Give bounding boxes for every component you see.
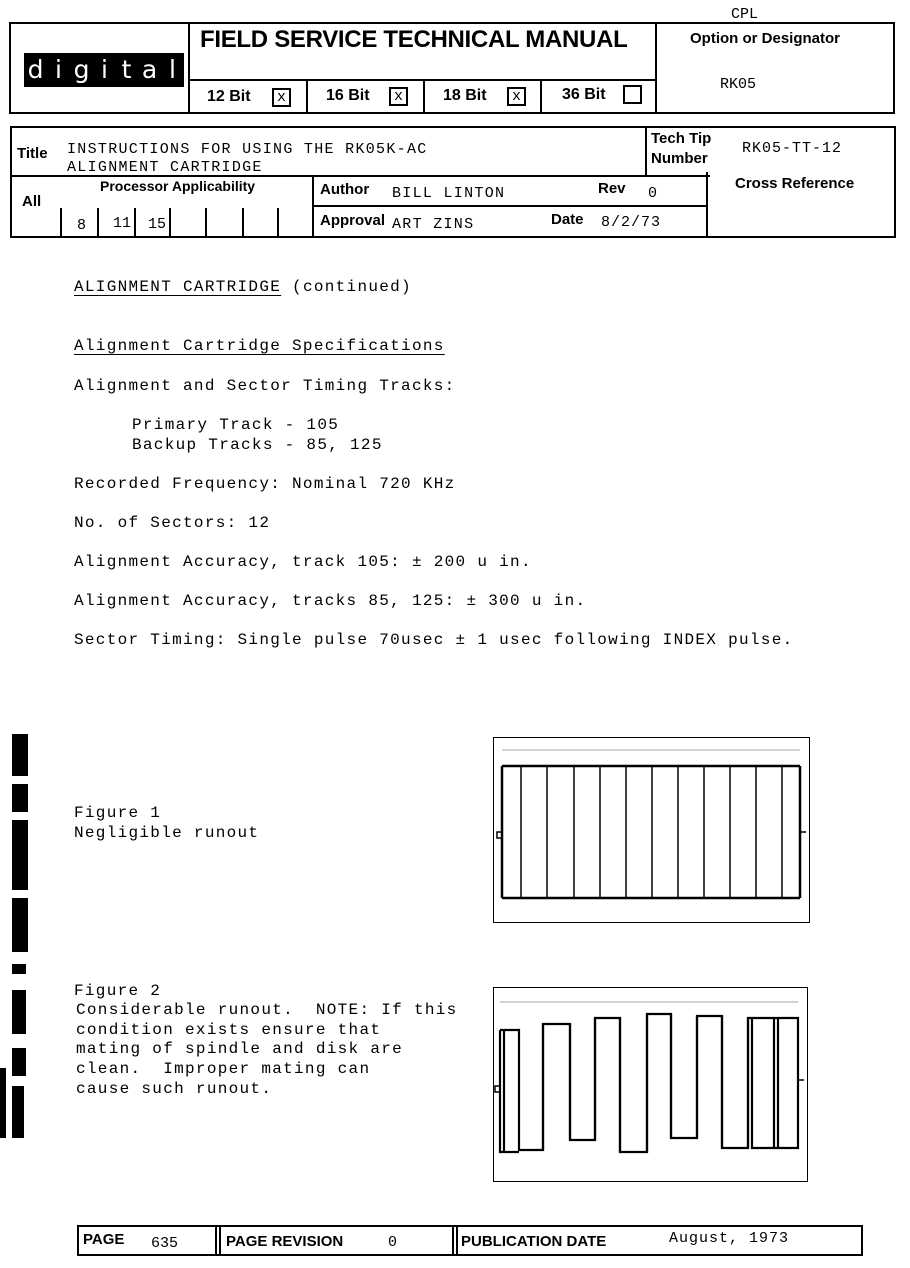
bit-divider	[540, 79, 542, 114]
bit-12-label: 12 Bit	[207, 88, 251, 105]
processor-15: 15	[148, 216, 167, 233]
tracks-label: Alignment and Sector Timing Tracks:	[74, 377, 456, 395]
figure-2-caption-line-1: Considerable runout. NOTE: If this	[76, 1001, 458, 1019]
header-divider	[188, 79, 656, 81]
figure-2-caption-line-5: cause such runout.	[76, 1080, 273, 1098]
processor-label: Processor Applicability	[100, 178, 256, 194]
figure-2-waveform	[494, 988, 806, 1180]
tech-tip-label-2: Number	[651, 150, 708, 167]
sector-timing: Sector Timing: Single pulse 70usec ± 1 usec following INDEX pulse.	[74, 631, 794, 649]
title-line-1: INSTRUCTIONS FOR USING THE RK05K-AC	[67, 141, 428, 158]
page-revision-value: 0	[388, 1234, 398, 1251]
figure-1-scope-trace	[493, 737, 810, 923]
manual-title: FIELD SERVICE TECHNICAL MANUAL	[200, 26, 628, 53]
digital-logo	[24, 53, 184, 87]
approval-value: ART ZINS	[392, 216, 475, 233]
all-label: All	[22, 193, 42, 210]
processor-divider	[205, 208, 207, 238]
primary-track: Primary Track - 105	[132, 416, 340, 434]
figure-2-caption-line-4: clean. Improper mating can	[76, 1060, 371, 1078]
option-value: RK05	[720, 76, 757, 93]
info-divider	[645, 126, 647, 176]
footer-divider	[219, 1225, 221, 1256]
tech-tip-label-1: Tech Tip	[651, 130, 712, 147]
bit-divider	[423, 79, 425, 114]
bit-18-label: 18 Bit	[443, 87, 487, 104]
rev-value: 0	[648, 185, 658, 202]
approval-label: Approval	[320, 212, 386, 229]
figure-2-caption-line-3: mating of spindle and disk are	[76, 1040, 404, 1058]
processor-divider	[277, 208, 279, 238]
author-value: BILL LINTON	[392, 185, 506, 202]
logo-letter: a	[138, 53, 161, 87]
title-label: Title	[17, 145, 48, 162]
section-heading-suffix: (continued)	[292, 278, 412, 296]
logo-letter: i	[47, 53, 70, 87]
sector-count: No. of Sectors: 12	[74, 514, 271, 532]
logo-letter: g	[70, 53, 93, 87]
spec-subheading: Alignment Cartridge Specifications	[74, 337, 445, 355]
bit-16-label: 16 Bit	[326, 87, 370, 104]
header-divider	[655, 22, 657, 114]
logo-letter: l	[161, 53, 184, 87]
bit-12-checkbox[interactable]: x	[272, 88, 291, 107]
date-value: 8/2/73	[601, 214, 662, 231]
title-line-2: ALIGNMENT CARTRIDGE	[67, 159, 263, 174]
publication-date-value: August, 1973	[669, 1230, 790, 1247]
rev-label: Rev	[598, 180, 626, 197]
processor-divider	[134, 208, 136, 238]
processor-8: 8	[77, 217, 87, 234]
page-label: PAGE	[83, 1231, 125, 1248]
processor-divider	[60, 208, 62, 238]
logo-letter: t	[115, 53, 138, 87]
figure-1-label: Figure 1	[74, 804, 162, 822]
bit-16-checkbox[interactable]: x	[389, 87, 408, 106]
date-label: Date	[551, 211, 584, 228]
bit-18-checkbox[interactable]: x	[507, 87, 526, 106]
processor-11: 11	[113, 215, 132, 232]
header-divider	[188, 22, 190, 114]
cross-reference-label: Cross Reference	[735, 175, 855, 192]
recorded-frequency: Recorded Frequency: Nominal 720 KHz	[74, 475, 456, 493]
corner-code: CPL	[731, 6, 759, 23]
author-label: Author	[320, 181, 370, 198]
footer-divider	[456, 1225, 458, 1256]
binding-marks	[0, 728, 34, 1148]
page-revision-label: PAGE REVISION	[226, 1233, 344, 1250]
info-divider	[312, 205, 707, 207]
figure-2-label: Figure 2	[74, 982, 162, 1000]
bit-36-label: 36 Bit	[562, 86, 606, 103]
processor-divider	[242, 208, 244, 238]
backup-tracks: Backup Tracks - 85, 125	[132, 436, 383, 454]
figure-2-caption-line-2: condition exists ensure that	[76, 1021, 382, 1039]
footer-divider	[215, 1225, 217, 1256]
alignment-accuracy-85-125: Alignment Accuracy, tracks 85, 125: ± 300 u in.	[74, 592, 587, 610]
publication-date-label: PUBLICATION DATE	[461, 1233, 607, 1250]
tech-tip-value: RK05-TT-12	[742, 140, 843, 157]
footer-divider	[452, 1225, 454, 1256]
processor-divider	[97, 208, 99, 238]
bit-divider	[306, 79, 308, 114]
figure-2-scope-trace	[493, 987, 808, 1182]
alignment-accuracy-105: Alignment Accuracy, track 105: ± 200 u in.	[74, 553, 532, 571]
processor-divider	[169, 208, 171, 238]
figure-1-waveform	[494, 738, 808, 921]
logo-letter: i	[93, 53, 116, 87]
option-label: Option or Designator	[690, 30, 840, 47]
figure-1-caption: Negligible runout	[74, 824, 260, 842]
section-heading-line	[74, 278, 412, 296]
logo-letter: d	[24, 53, 47, 87]
info-divider	[10, 175, 710, 177]
title-line-2-clip	[67, 159, 297, 174]
bit-36-checkbox[interactable]	[623, 85, 642, 104]
page-number: 635	[151, 1235, 179, 1252]
section-heading: ALIGNMENT CARTRIDGE	[74, 278, 282, 296]
